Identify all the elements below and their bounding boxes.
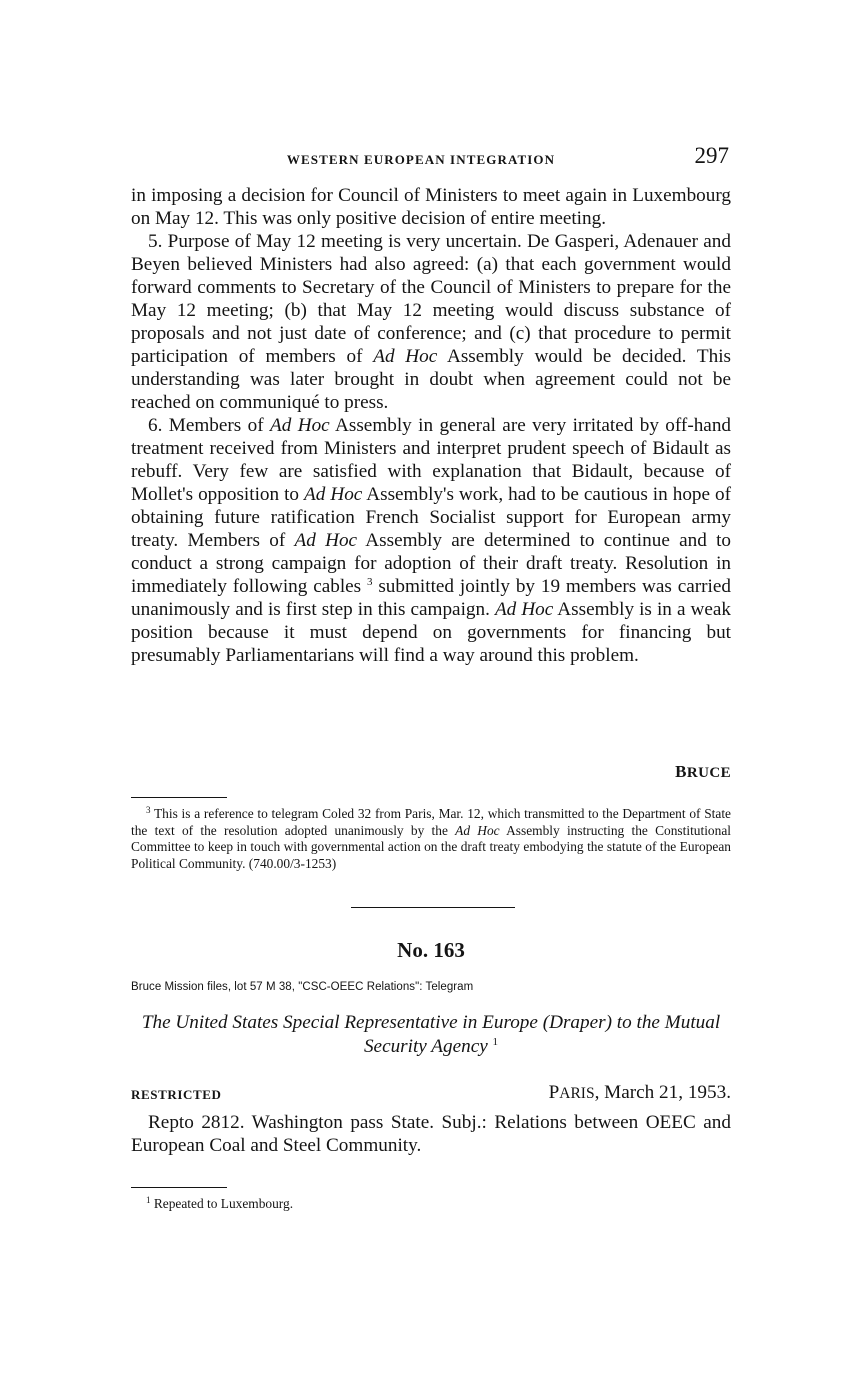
signature: BRUCE xyxy=(675,762,731,781)
paragraph-continuation: in imposing a decision for Council of Ministers to meet again in Luxembourg on May 12. This was only positive decision of entire meeting. xyxy=(131,185,731,229)
document-title: The United States Special Representative in Europe (Draper) to the Mutual Security Agency $^1$ xyxy=(141,1012,721,1057)
paragraph-5: 5. Purpose of May 12 meeting is very uncertain. De Gasperi, Adenauer and Beyen believed Ministers had also agreed: (a) that each government would forward comments to Secretary of the Council of Ministers to prepare for the May 12 meeting; (b) that May 12 meeting would discuss substance of proposals and not just date of conference; and (c) that procedure to permit participation of members of Ad Hoc Assembly would be decided. This understanding was later brought in doubt when agreement could not be reached on communiqué to press. xyxy=(131,231,731,413)
footnote-3: $^3$ This is a reference to telegram Coled 32 from Paris, Mar. 12, which transmitted to the Department of State the text of the resolution adopted unanimously by the Ad Hoc Assembly instructing the Constitutional Committee to keep in touch with governmental action on the draft treaty embodying the statute of the European Political Community. (740.00/3-1253) xyxy=(131,805,731,871)
running-title: WESTERN EUROPEAN INTEGRATION xyxy=(286,152,556,167)
classification-label: RESTRICTED xyxy=(131,1087,222,1102)
footnote-mark: 1 xyxy=(146,1195,151,1205)
section-divider xyxy=(351,907,515,908)
footnote-reference[interactable]: 1 xyxy=(492,1036,499,1048)
document-body: Repto 2812. Washington pass State. Subj.: Relations between OEEC and European Coal and Steel Community. xyxy=(131,1112,731,1156)
paragraph-6: 6. Members of Ad Hoc Assembly in general are very irritated by off-hand treatment received from Ministers and interpret prudent speech of Bidault as rebuff. Very few are satisfied with explanation that Bidault, because of Mollet's opposition to Ad Hoc Assembly's work, had to be cautious in hope of obtaining future ratification French Socialist support for European army treaty. Members of Ad Hoc Assembly are determined to continue and to conduct a strong campaign for adoption of their draft treaty. Resolution in immediately following cables $^3$ submitted jointly by 19 members was carried unanimously and is first step in this campaign. Ad Hoc Assembly is in a weak position because it must depend on governments for financing but presumably Parliamentarians will find a way around this problem. xyxy=(131,415,732,666)
footnote-mark: 3 xyxy=(146,805,151,815)
body-text xyxy=(131,184,731,667)
source-note: Bruce Mission files, lot 57 M 38, "CSC-OEEC Relations": Telegram xyxy=(131,981,474,993)
document-number: No. 163 xyxy=(397,938,465,962)
footnote-divider xyxy=(131,797,227,798)
footnote-divider xyxy=(131,1187,227,1188)
page-number: 297 xyxy=(694,143,729,168)
place-date: PARIS, March 21, 1953. xyxy=(548,1082,731,1103)
footnote-reference[interactable]: 3 xyxy=(367,576,373,588)
running-head xyxy=(131,143,731,173)
footnote-1: $^1$ Repeated to Luxembourg. xyxy=(146,1195,294,1211)
